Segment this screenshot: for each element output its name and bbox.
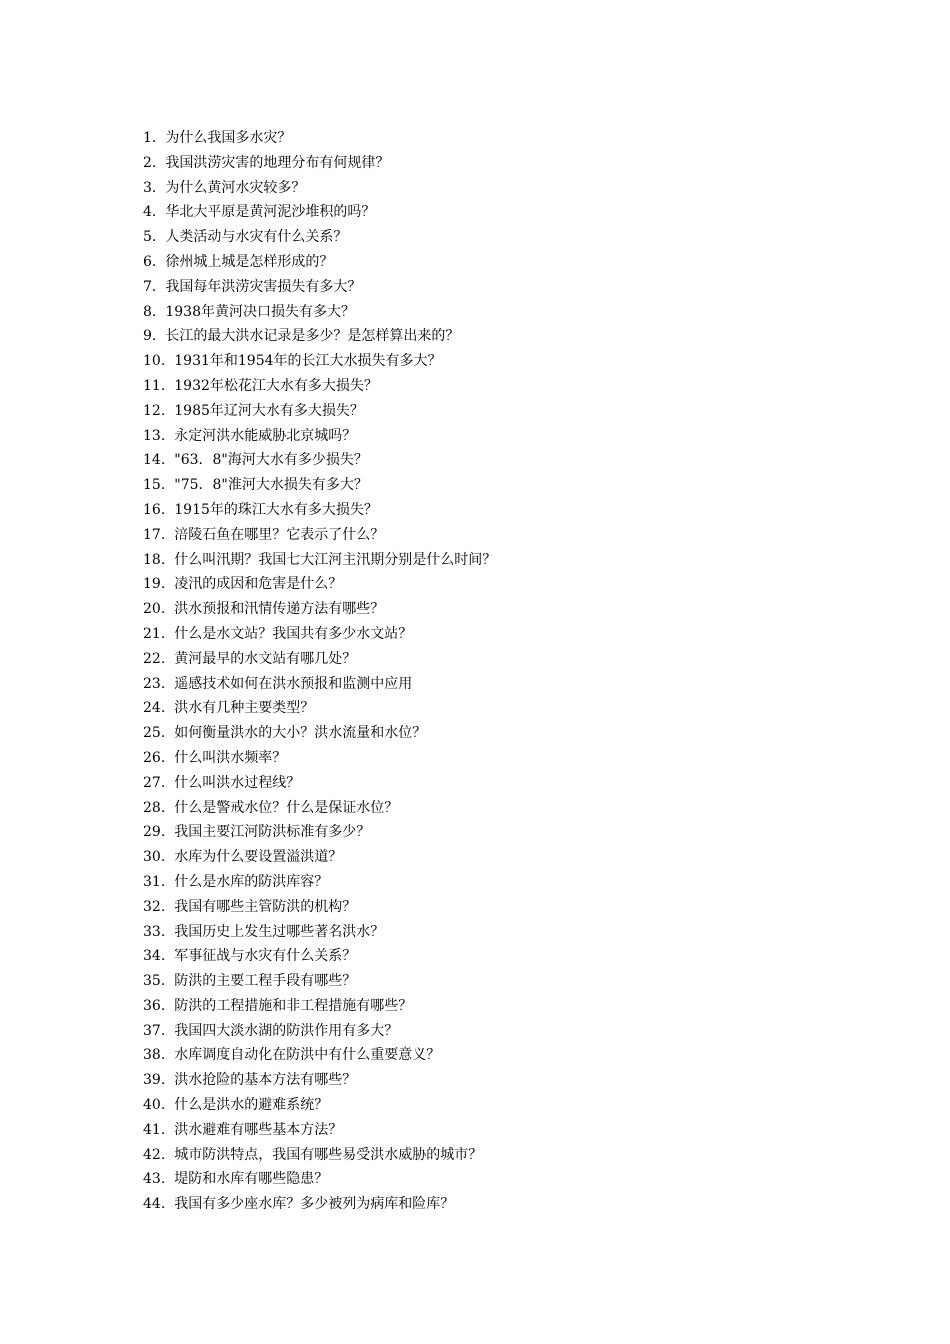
question-number: 44.: [143, 1196, 166, 1213]
question-item: [143, 275, 496, 300]
question-number: 1.: [143, 130, 157, 146]
question-item: [143, 944, 496, 969]
question-item: [143, 1143, 496, 1168]
question-item: [143, 424, 496, 449]
question-text: 水库调度自动化在防洪中有什么重要意义？: [174, 1047, 441, 1064]
question-text: 水库为什么要设置溢洪道？: [174, 849, 343, 866]
question-item: [143, 572, 496, 597]
question-text: 什么是水文站？我国共有多少水文站？: [174, 625, 413, 642]
question-number: 24.: [143, 700, 166, 717]
question-number: 22.: [143, 650, 166, 667]
question-number: 27.: [143, 774, 166, 791]
question-text: 徐州城上城是怎样形成的？: [165, 253, 334, 270]
question-text: 为什么我国多水灾？: [165, 130, 292, 146]
question-number: 14.: [143, 452, 166, 469]
question-text: 军事征战与水灾有什么关系？: [174, 948, 357, 965]
question-number: 16.: [143, 501, 166, 518]
question-text: 1938年黄河决口损失有多大？: [165, 303, 355, 320]
question-item: [143, 796, 496, 821]
question-text: 1932年松花江大水有多大损失？: [174, 377, 378, 394]
question-item: [143, 895, 496, 920]
question-text: 洪水抢险的基本方法有哪些？: [174, 1072, 357, 1089]
question-text: 1915年的珠江大水有多大损失？: [174, 501, 378, 518]
question-number: 15.: [143, 477, 166, 494]
question-item: [143, 870, 496, 895]
question-item: [143, 374, 496, 399]
question-text: 什么叫汛期？我国七大江河主汛期分别是什么时间？: [174, 551, 497, 568]
question-number: 39.: [143, 1072, 166, 1089]
question-item: [143, 176, 496, 201]
question-text: 长江的最大洪水记录是多少？是怎样算出来的？: [165, 328, 460, 345]
question-text: "75．8"淮河大水损失有多大？: [174, 477, 368, 494]
question-text: 什么叫洪水过程线？: [174, 774, 301, 791]
question-number: 41.: [143, 1121, 166, 1138]
question-number: 3.: [143, 179, 157, 196]
question-item: [143, 622, 496, 647]
question-item: [143, 721, 496, 746]
question-item: [143, 548, 496, 573]
question-item: [143, 1019, 496, 1044]
question-number: 32.: [143, 898, 166, 915]
question-number: 5.: [143, 229, 157, 246]
question-number: 33.: [143, 923, 166, 940]
question-item: [143, 1118, 496, 1143]
question-item: [143, 448, 496, 473]
question-item: [143, 473, 496, 498]
question-text: 我国每年洪涝灾害损失有多大？: [165, 278, 362, 295]
question-text: 1985年辽河大水有多大损失？: [174, 402, 364, 419]
question-item: [143, 994, 496, 1019]
question-text: 黄河最早的水文站有哪几处？: [174, 650, 357, 667]
question-item: [143, 498, 496, 523]
question-number: 17.: [143, 526, 166, 543]
question-item: [143, 300, 496, 325]
question-item: [143, 200, 496, 225]
question-text: 我国有多少座水库？多少被列为病库和险库？: [174, 1196, 455, 1213]
question-item: [143, 349, 496, 374]
question-number: 13.: [143, 427, 166, 444]
question-text: 1931年和1954年的长江大水损失有多大？: [174, 353, 442, 370]
question-item: [143, 597, 496, 622]
question-number: 26.: [143, 749, 166, 766]
question-number: 25.: [143, 725, 166, 742]
question-number: 36.: [143, 997, 166, 1014]
question-item: [143, 920, 496, 945]
question-text: 洪水避难有哪些基本方法？: [174, 1121, 343, 1138]
question-text: 防洪的主要工程手段有哪些？: [174, 973, 357, 990]
question-list: [143, 126, 496, 1217]
question-text: "63．8"海河大水有多少损失？: [174, 452, 368, 469]
question-item: [143, 126, 496, 151]
question-text: 如何衡量洪水的大小？洪水流量和水位？: [174, 725, 427, 742]
question-item: [143, 969, 496, 994]
question-text: 为什么黄河水灾较多？: [165, 179, 306, 196]
question-number: 38.: [143, 1047, 166, 1064]
question-number: 18.: [143, 551, 166, 568]
question-item: [143, 1192, 496, 1217]
question-item: [143, 1043, 496, 1068]
question-text: 华北大平原是黄河泥沙堆积的吗？: [165, 204, 376, 221]
question-text: 我国有哪些主管防洪的机构？: [174, 898, 357, 915]
question-number: 21.: [143, 625, 166, 642]
question-item: [143, 647, 496, 672]
question-number: 20.: [143, 601, 166, 618]
question-item: [143, 1093, 496, 1118]
question-text: 堤防和水库有哪些隐患？: [174, 1171, 329, 1188]
question-number: 34.: [143, 948, 166, 965]
question-item: [143, 845, 496, 870]
question-text: 凌汛的成因和危害是什么？: [174, 576, 343, 593]
question-item: [143, 746, 496, 771]
question-number: 23.: [143, 675, 166, 692]
question-number: 28.: [143, 799, 166, 816]
question-text: 永定河洪水能威胁北京城吗？: [174, 427, 357, 444]
question-item: [143, 399, 496, 424]
question-text: 我国历史上发生过哪些著名洪水？: [174, 923, 385, 940]
question-number: 31.: [143, 873, 166, 890]
question-text: 什么是警戒水位？什么是保证水位？: [174, 799, 399, 816]
question-text: 城市防洪特点，我国有哪些易受洪水威胁的城市？: [174, 1146, 483, 1163]
question-number: 40.: [143, 1097, 166, 1114]
question-text: 洪水预报和汛情传递方法有哪些？: [174, 601, 385, 618]
question-number: 30.: [143, 849, 166, 866]
question-number: 7.: [143, 278, 157, 295]
question-item: [143, 324, 496, 349]
question-number: 42.: [143, 1146, 166, 1163]
question-item: [143, 151, 496, 176]
question-item: [143, 523, 496, 548]
question-text: 遥感技术如何在洪水预报和监测中应用: [174, 675, 413, 692]
question-number: 12.: [143, 402, 166, 419]
question-number: 8.: [143, 303, 157, 320]
question-text: 什么是水库的防洪库容？: [174, 873, 329, 890]
question-number: 19.: [143, 576, 166, 593]
question-item: [143, 1068, 496, 1093]
question-number: 37.: [143, 1022, 166, 1039]
question-text: 我国主要江河防洪标准有多少？: [174, 824, 371, 841]
question-number: 43.: [143, 1171, 166, 1188]
question-number: 35.: [143, 973, 166, 990]
question-item: [143, 250, 496, 275]
question-text: 我国四大淡水湖的防洪作用有多大？: [174, 1022, 399, 1039]
question-item: [143, 672, 496, 697]
question-item: [143, 696, 496, 721]
question-text: 什么叫洪水频率？: [174, 749, 287, 766]
question-text: 我国洪涝灾害的地理分布有何规律？: [165, 154, 390, 171]
question-number: 4.: [143, 204, 157, 221]
question-number: 29.: [143, 824, 166, 841]
question-item: [143, 225, 496, 250]
question-text: 洪水有几种主要类型？: [174, 700, 315, 717]
question-number: 6.: [143, 253, 157, 270]
question-number: 11.: [143, 377, 166, 394]
question-text: 人类活动与水灾有什么关系？: [165, 229, 348, 246]
question-item: [143, 820, 496, 845]
question-number: 10.: [143, 353, 166, 370]
question-number: 2.: [143, 154, 157, 171]
question-text: 什么是洪水的避难系统？: [174, 1097, 329, 1114]
question-text: 防洪的工程措施和非工程措施有哪些？: [174, 997, 413, 1014]
question-number: 9.: [143, 328, 157, 345]
question-text: 涪陵石鱼在哪里？它表示了什么？: [174, 526, 385, 543]
question-item: [143, 771, 496, 796]
question-item: [143, 1167, 496, 1192]
